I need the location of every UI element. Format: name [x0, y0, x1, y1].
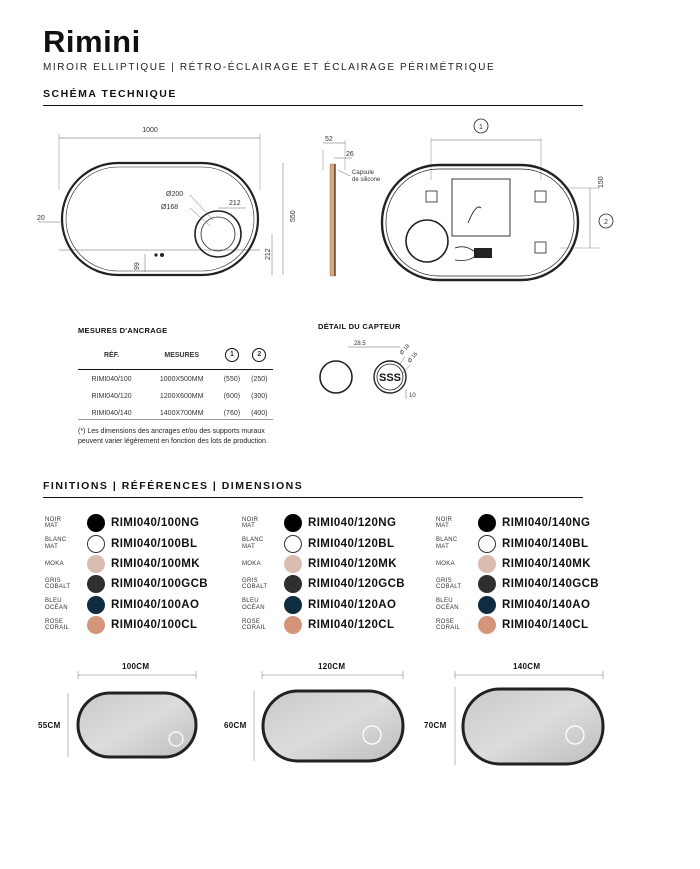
finish-ref: RIMI040/120NG — [308, 517, 397, 530]
finishes-heading: FINITIONS | RÉFÉRENCES | DIMENSIONS — [43, 480, 304, 492]
finish-ref: RIMI040/140AO — [502, 598, 591, 611]
swatch-moka — [284, 555, 302, 573]
swatch-noir — [478, 514, 496, 532]
finishes-column-120 — [242, 513, 432, 635]
cell: (400) — [251, 410, 268, 417]
schema-heading: SCHÉMA TECHNIQUE — [43, 88, 177, 100]
finish-row — [242, 574, 432, 594]
finish-row — [436, 554, 626, 574]
swatch-bleu — [478, 596, 496, 614]
side-view — [323, 140, 352, 276]
dim-width-100: 100CM — [122, 662, 150, 671]
finish-label: GRIS COBALT — [242, 577, 268, 591]
side-26-label: 26 — [346, 151, 354, 158]
swatch-rose — [87, 616, 105, 634]
finish-label: BLANC MAT — [45, 537, 67, 550]
finish-ref: RIMI040/140NG — [502, 517, 591, 530]
anchoring-note: (*) Les dimensions des ancrages et/ou des supports muraux peuvent varier légèrement en fonction des lots de production. — [78, 428, 268, 445]
front-height-label: 550 — [290, 210, 297, 222]
finish-label: NOIR MAT — [242, 516, 259, 530]
swatch-noir — [284, 514, 302, 532]
anchoring-header-row — [78, 342, 273, 370]
swatch-bleu — [87, 596, 105, 614]
finish-label: MOKA — [45, 560, 64, 567]
sensor-glyph: SSS — [378, 372, 402, 384]
front-212-label: 212 — [229, 200, 241, 207]
dim-width-120: 120CM — [318, 662, 346, 671]
cell: (600) — [223, 393, 241, 400]
finish-label: GRIS COBALT — [436, 577, 462, 591]
swatch-blanc — [478, 535, 496, 553]
finish-label: BLANC MAT — [436, 537, 458, 550]
cell: 1200X600MM — [159, 393, 204, 400]
page-title: Rimini — [43, 24, 141, 59]
sensor-d18-label: Ø 18 — [398, 343, 412, 357]
finish-row — [45, 574, 235, 594]
finish-ref: RIMI040/140MK — [502, 557, 591, 570]
finish-ref: RIMI040/100GCB — [111, 578, 208, 591]
finish-ref: RIMI040/140BL — [502, 537, 589, 550]
dim-height-100: 55CM — [38, 721, 61, 730]
finish-ref: RIMI040/120AO — [308, 598, 397, 611]
finish-row — [436, 513, 626, 533]
finish-label: ROSE CORAIL — [242, 618, 267, 632]
sensor-drawing — [310, 335, 430, 410]
cell: 1400X700MM — [159, 410, 204, 417]
finish-row — [436, 574, 626, 594]
finish-ref: RIMI040/140CL — [502, 619, 589, 632]
finish-label: BLEU OCÉAN — [242, 598, 265, 611]
finish-row — [436, 615, 626, 635]
finish-ref: RIMI040/120BL — [308, 537, 395, 550]
finish-label: BLANC MAT — [242, 537, 264, 550]
finish-row — [242, 554, 432, 574]
finish-label: NOIR MAT — [45, 516, 62, 530]
finish-row — [436, 533, 626, 553]
table-row — [78, 387, 273, 404]
side-52-label: 52 — [325, 136, 333, 143]
dimension-drawings — [0, 655, 700, 775]
finish-ref: RIMI040/100BL — [111, 537, 198, 550]
finish-row — [45, 513, 235, 533]
front-212b-label: 212 — [265, 248, 272, 260]
finish-row — [242, 533, 432, 553]
mirror-140 — [455, 671, 603, 765]
cell: (250) — [251, 376, 268, 383]
finish-ref: RIMI040/140GCB — [502, 578, 599, 591]
front-width-label: 1000 — [142, 127, 158, 134]
back-view — [382, 119, 613, 280]
front-99-label: 99 — [134, 262, 141, 270]
finish-ref: RIMI040/100MK — [111, 557, 200, 570]
finish-row — [45, 595, 235, 615]
finish-label: ROSE CORAIL — [45, 618, 70, 632]
col-2: 2 — [246, 342, 273, 370]
col-1: 1 — [218, 342, 245, 370]
sensor-title: DÉTAIL DU CAPTEUR — [318, 322, 401, 331]
cell: (550) — [223, 376, 241, 383]
cell: (300) — [251, 393, 268, 400]
finish-row — [45, 533, 235, 553]
schema-rule — [43, 105, 583, 106]
finish-ref: RIMI040/100CL — [111, 619, 198, 632]
finishes-rule — [43, 497, 583, 498]
finish-ref: RIMI040/100NG — [111, 517, 200, 530]
finishes-column-100 — [45, 513, 235, 635]
swatch-rose — [284, 616, 302, 634]
finish-ref: RIMI040/120GCB — [308, 578, 405, 591]
anchoring-table — [78, 342, 273, 421]
mirror-100 — [68, 671, 196, 757]
col-measures: MESURES — [145, 342, 218, 370]
swatch-gris — [87, 575, 105, 593]
table-bottom-rule — [78, 419, 273, 420]
finish-ref: RIMI040/120CL — [308, 619, 395, 632]
swatch-blanc — [284, 535, 302, 553]
finish-label: BLEU OCÉAN — [45, 598, 68, 611]
finish-ref: RIMI040/100AO — [111, 598, 200, 611]
finish-label: BLEU OCÉAN — [436, 598, 459, 611]
page-subtitle: MIROIR ELLIPTIQUE | RÉTRO-ÉCLAIRAGE ET ÉCLAIRAGE PÉRIMÉTRIQUE — [43, 62, 496, 73]
front-margin-label: 20 — [37, 215, 45, 222]
finish-row — [242, 595, 432, 615]
swatch-gris — [284, 575, 302, 593]
swatch-bleu — [284, 596, 302, 614]
cell: RIMI040/120 — [91, 393, 132, 400]
capsule-label: Capsule — [352, 170, 375, 176]
finish-label: NOIR MAT — [436, 516, 453, 530]
finish-ref: RIMI040/120MK — [308, 557, 397, 570]
anchoring-title: MESURES D'ANCRAGE — [78, 326, 168, 335]
cell: 1000X500MM — [159, 376, 204, 383]
back-c1-label: 1 — [479, 124, 483, 131]
finish-row — [242, 615, 432, 635]
swatch-gris — [478, 575, 496, 593]
table-row — [78, 370, 273, 388]
swatch-moka — [87, 555, 105, 573]
finish-row — [436, 595, 626, 615]
swatch-noir — [87, 514, 105, 532]
capsule-label-2: de silicone — [352, 177, 381, 183]
sensor-10-label: 10 — [409, 393, 416, 399]
swatch-rose — [478, 616, 496, 634]
technical-drawing — [0, 110, 700, 310]
cell: (760) — [223, 410, 241, 417]
swatch-moka — [478, 555, 496, 573]
finish-label: MOKA — [242, 560, 261, 567]
finish-label: MOKA — [436, 560, 455, 567]
dim-height-120: 60CM — [224, 721, 247, 730]
cell: RIMI040/100 — [91, 376, 132, 383]
swatch-blanc — [87, 535, 105, 553]
front-d200-label: Ø200 — [166, 191, 184, 198]
finishes-column-140 — [436, 513, 626, 635]
mirror-120 — [254, 671, 403, 761]
back-c2-label: 2 — [604, 219, 608, 226]
cell: RIMI040/140 — [91, 410, 132, 417]
finish-row — [45, 615, 235, 635]
dim-height-140: 70CM — [424, 721, 447, 730]
front-d168-label: Ø168 — [161, 204, 179, 211]
dim-width-140: 140CM — [513, 662, 541, 671]
finish-row — [45, 554, 235, 574]
finish-label: GRIS COBALT — [45, 577, 71, 591]
back-150-label: 150 — [598, 176, 605, 188]
sensor-d16-label: Ø 16 — [406, 351, 420, 365]
sensor-285-label: 28.5 — [354, 341, 366, 347]
finish-label: ROSE CORAIL — [436, 618, 461, 632]
finish-row — [242, 513, 432, 533]
col-ref: RÉF. — [78, 342, 145, 370]
